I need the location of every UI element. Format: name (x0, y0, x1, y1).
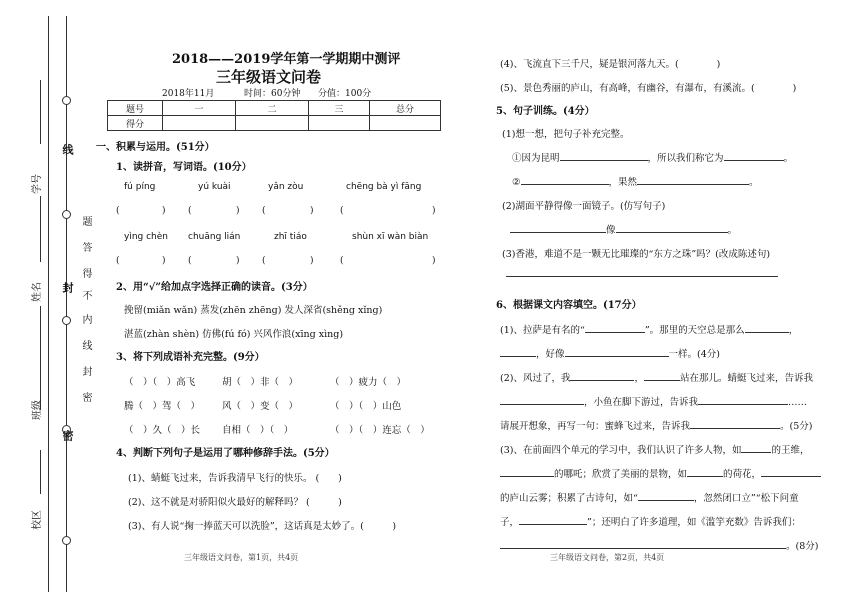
blank[interactable] (741, 443, 771, 453)
blank[interactable] (510, 223, 606, 233)
q2-row-2: 湛蓝(zhàn shèn) 仿佛(fú fó) 兴风作浪(xīng xìng) (124, 329, 344, 340)
q4-item: (4)、飞流直下三千尺，疑是银河落九天。( ) (500, 59, 721, 70)
blank[interactable] (637, 175, 749, 185)
pinyin-1: fú píng (124, 182, 156, 192)
class-label: 班级 (32, 400, 43, 420)
q3-item: （ ）（ ）高飞 (124, 377, 196, 388)
blank[interactable] (521, 175, 609, 185)
answer-paren-close: ) (310, 256, 314, 266)
q6-3-line-5 (500, 538, 818, 552)
blank[interactable] (616, 223, 728, 233)
blank[interactable] (500, 395, 584, 405)
q3-item: （ ）（ ）山色 (330, 401, 402, 412)
binding-margin (0, 0, 91, 608)
score-table-header: 三 (309, 101, 370, 116)
q6-3d: 的荷花， (723, 469, 762, 480)
campus-label: 校区 (32, 510, 43, 530)
answer-paren-open: ( (116, 206, 120, 216)
q6-2a: (2)、风过了，我 (500, 373, 571, 384)
q3-item: （ ）久（ ）长 (124, 425, 201, 436)
q6-2b: 站在那儿。蜻蜓飞过来，告诉我 (679, 373, 813, 384)
name-line[interactable] (40, 306, 41, 366)
score-table-header: 总分 (370, 101, 441, 116)
answer-paren-close: ) (162, 206, 166, 216)
seal-small-char: 题 (80, 216, 91, 226)
q6-3i: 。(8分) (786, 541, 819, 552)
q6-1b: ”。那里的天空总是那么 (644, 325, 745, 336)
answer-paren-open: ( (340, 256, 344, 266)
seal-small-char: 封 (80, 366, 91, 376)
binding-hole (62, 536, 71, 545)
q3-item: （ ）疲力（ ） (330, 377, 407, 388)
campus-line[interactable] (40, 450, 41, 494)
q5-line-a: ①因为昆明 ，所以我们称它为 。 (512, 153, 794, 164)
q5-b2-text: ，果然 (608, 177, 638, 188)
q6-3-line-2 (500, 466, 821, 480)
outer-binding-line (48, 16, 49, 592)
score-cell[interactable] (370, 116, 441, 131)
q4-item: (2)、这不就是对骄阳似火最好的解释吗？ ( ) (128, 497, 342, 508)
q5-3: (3)香港，难道不是一颗无比璀璨的“东方之珠”吗？(改成陈述句) (502, 249, 771, 260)
pinyin-3: yǎn zòu (268, 182, 304, 192)
answer-paren-close: ) (236, 256, 240, 266)
score-table-header-row (108, 101, 441, 116)
q6-2d: …… (788, 397, 808, 408)
pinyin-8: shùn xī wàn biàn (352, 232, 429, 242)
student-id-line[interactable] (40, 80, 41, 144)
q1-heading: 1、读拼音，写词语。(10分） (116, 162, 252, 173)
q4-item: (1)、蜻蜓飞过来，告诉我清早飞行的快乐。 ( ) (128, 473, 342, 484)
answer-paren-close: ) (236, 206, 240, 216)
blank[interactable] (560, 151, 648, 161)
exam-date: 2018年11月 (162, 89, 215, 99)
binding-hole (62, 316, 71, 325)
score-cell[interactable] (163, 116, 236, 131)
q4-heading: 4、判断下列句子是运用了哪种修辞手法。(5分） (116, 448, 335, 459)
q4-item: (3)、有人说“掬一捧蓝天可以洗脸”，这话真是太妙了。( ) (128, 521, 397, 532)
answer-paren-open: ( (262, 206, 266, 216)
exam-subtitle: 三年级语文问卷 (216, 68, 322, 86)
score-table-header: 题号 (108, 101, 163, 116)
q6-1-line: (1)、拉萨是有名的“ ”。那里的天空总是那么 ， (500, 325, 799, 336)
answer-paren-close: ) (310, 206, 314, 216)
q3-item: 风（ ）变（ ） (222, 401, 299, 412)
q6-3-line (500, 442, 809, 456)
q3-item: 自相（ ）（ ） (222, 425, 294, 436)
q6-3-line-4 (500, 514, 801, 528)
q3-item: 腾（ ）驾（ ） (124, 401, 201, 412)
blank[interactable] (585, 323, 645, 333)
q6-3-line-3 (500, 490, 799, 504)
blank[interactable] (644, 371, 680, 381)
score-table-header: 一 (163, 101, 236, 116)
blank[interactable] (500, 347, 536, 357)
q5-intro: (1)想一想，把句子补充完整。 (502, 129, 630, 140)
seal-small-char: 线 (80, 340, 91, 350)
pinyin-4: chēng bà yì fāng (346, 182, 422, 192)
seal-char-line: 线 (61, 144, 74, 155)
q6-3c: 的哪吒；欣赏了美丽的景物，如 (554, 469, 688, 480)
q6-1-line-2 (500, 346, 720, 360)
q2-heading: 2、用“√”给加点字选择正确的读音。(3分） (116, 282, 313, 293)
answer-paren-close: ) (162, 256, 166, 266)
q2-row-1: 挽留(miǎn wǎn) 蒸发(zhēn zhēng) 发人深省(shěng xǐng) (124, 305, 383, 316)
q6-3a: (3)、在前面四个单元的学习中，我们认识了许多人物，如 (500, 445, 742, 456)
student-id-line-2[interactable] (40, 196, 41, 262)
seal-char-seal: 封 (61, 282, 74, 293)
pinyin-6: chuāng lián (188, 232, 241, 242)
answer-paren-close: ) (432, 206, 436, 216)
seal-small-char: 内 (80, 314, 91, 324)
score-cell[interactable] (236, 116, 309, 131)
q6-2-line: (2)、风过了，我 ， 站在那儿。蜻蜓飞过来，告诉我 (500, 373, 813, 384)
section-1-heading: 一、积累与运用。(51分） (96, 142, 215, 153)
pinyin-2: yú kuài (198, 182, 231, 192)
q6-2f: 。(5分) (780, 421, 813, 432)
q4-item: (5)、景色秀丽的庐山，有高峰，有幽谷，有瀑布，有溪流。( ) (500, 83, 797, 94)
q6-2e: 请展开想象，再写一句：蜜蜂飞过来，告诉我 (500, 421, 691, 432)
q3-item: （ ）（ ）连忘（ ） (330, 425, 430, 436)
binding-hole (62, 96, 71, 105)
seal-char-secret: 密 (61, 430, 74, 441)
exam-time: 时间：60分钟 (244, 89, 301, 99)
q5-a2-text: ，所以我们称它为 (647, 153, 724, 164)
q6-2-line-3 (500, 418, 812, 432)
q6-3g: 子， (500, 517, 520, 528)
blank[interactable] (761, 467, 821, 477)
binding-hole (62, 210, 71, 219)
answer-paren-open: ( (262, 256, 266, 266)
answer-paren-open: ( (188, 256, 192, 266)
blank[interactable] (500, 467, 554, 477)
score-cell[interactable] (309, 116, 370, 131)
q6-1d: 一样。(4分) (668, 349, 720, 360)
pinyin-7: zhī tiáo (274, 232, 307, 242)
score-row-label: 得分 (108, 116, 163, 131)
answer-line[interactable] (506, 276, 778, 277)
seal-small-char: 不 (80, 290, 91, 300)
score-table (107, 100, 441, 131)
q3-item: 胡（ ）非（ ） (222, 377, 299, 388)
blank[interactable] (570, 371, 634, 381)
page-footer-1: 三年级语文问卷，第1页，共4页 (184, 553, 299, 562)
q5-2: (2)湖面平静得像一面镜子。(仿写句子) (502, 201, 666, 212)
blank[interactable] (565, 347, 669, 357)
q5-2b-text: 像 (606, 225, 616, 236)
seal-small-char: 密 (80, 392, 91, 402)
q3-heading: 3、将下列成语补充完整。(9分） (116, 352, 265, 363)
blank[interactable] (638, 491, 694, 501)
exam-title: 2018——2019学年第一学期期中测评 (172, 52, 401, 67)
name-label: 姓名 (32, 282, 43, 302)
blank[interactable] (687, 467, 723, 477)
q6-3h: ”；还明白了许多道理，如《滥竽充数》告诉我们： (587, 517, 801, 528)
answer-paren-open: ( (188, 206, 192, 216)
q6-3b: 的王维， (771, 445, 810, 456)
answer-paren-open: ( (116, 256, 120, 266)
q6-1a: (1)、拉萨是有名的“ (500, 325, 585, 336)
q5-heading: 5、句子训练。(4分） (496, 106, 595, 117)
answer-paren-close: ) (432, 256, 436, 266)
q6-2-line-2 (500, 394, 807, 408)
blank[interactable] (745, 323, 789, 333)
q5-a-text: ①因为昆明 (512, 153, 560, 164)
q5-2-line: 像 。 (510, 222, 737, 236)
pinyin-5: yìng chèn (124, 232, 168, 242)
q6-heading: 6、根据课文内容填空。(17分） (496, 300, 642, 311)
q5-line-b: ② ，果然 。 (512, 177, 759, 188)
page-footer-2: 三年级语文问卷，第2页，共4页 (550, 553, 665, 562)
score-table-header: 二 (236, 101, 309, 116)
exam-score: 分值：100分 (318, 89, 372, 99)
q6-3f: ，忽然闭口立”“松下问童 (693, 493, 799, 504)
blank[interactable] (698, 395, 788, 405)
q6-3e: 的庐山云雾；积累了古诗句，如“ (500, 493, 638, 504)
student-id-label: 学号 (32, 174, 43, 194)
seal-small-char: 答 (80, 242, 91, 252)
score-table-row (108, 116, 441, 131)
blank[interactable] (724, 151, 784, 161)
seal-small-char: 得 (80, 268, 91, 278)
q6-2c: ，小鱼在脚下游过，告诉我 (584, 397, 699, 408)
blank[interactable] (690, 419, 780, 429)
answer-paren-open: ( (340, 206, 344, 216)
blank[interactable] (519, 515, 587, 525)
q6-1c: ，好像 (536, 349, 565, 360)
q5-b-text: ② (512, 177, 521, 188)
blank[interactable] (500, 539, 786, 549)
